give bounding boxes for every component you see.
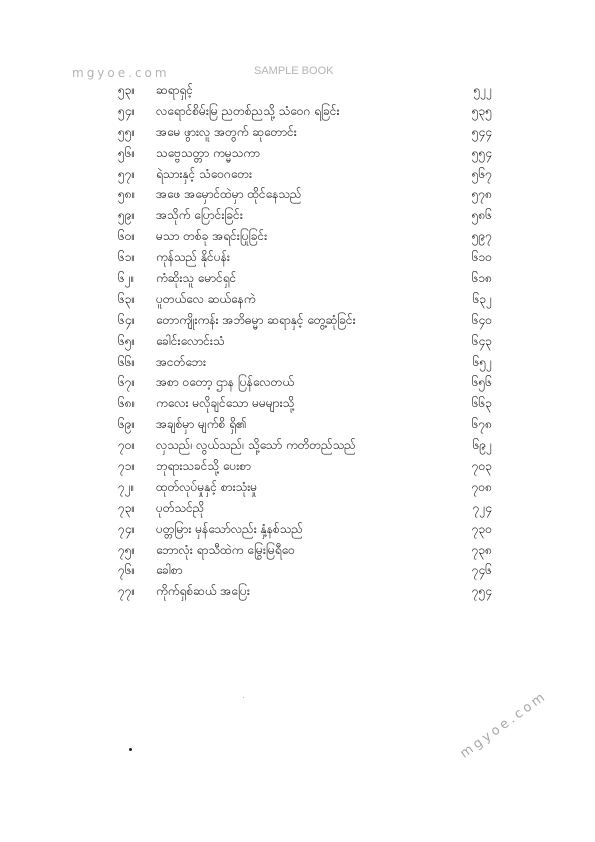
toc-entry — [118, 205, 492, 226]
entry-number: ၆၈။ — [118, 396, 136, 411]
page-speck — [243, 697, 244, 698]
entry-number: ၇၀။ — [118, 438, 136, 453]
entry-number: ၅၇။ — [118, 166, 136, 181]
entry-page: ၅၉၇ — [471, 229, 492, 244]
entry-number: ၅၄။ — [118, 103, 136, 118]
toc-entry — [118, 184, 492, 205]
entry-number: ၅၆။ — [118, 145, 136, 160]
entry-title: ကလေး မလိုချင်သော မမများသို့ — [156, 396, 295, 411]
entry-title: လရောင်စိမ်းမြ ညတစ်ညသို့ သံဝေဂ ရခြင်း — [156, 103, 340, 118]
entry-page: ၅၇၈ — [471, 187, 492, 202]
entry-title: လှသည်၊ လွယ်သည်၊ သို့သော် ကတိတည်သည် — [156, 438, 356, 453]
entry-page: ၇၀၈ — [471, 479, 492, 494]
entry-title: ဆရာရှင့် — [156, 83, 193, 97]
toc-entry — [118, 310, 492, 331]
table-of-contents — [118, 80, 492, 602]
entry-page: ၇၄၆ — [471, 563, 492, 578]
entry-title: ခေါင်းလောင်းသံ — [156, 333, 225, 348]
entry-page: ၆၃၂ — [472, 291, 492, 306]
entry-number: ၅၃။ — [118, 83, 136, 97]
entry-number: ၇၃။ — [118, 500, 136, 515]
entry-number: ၇၇။ — [118, 584, 136, 599]
toc-entry — [118, 164, 492, 185]
entry-title: သဗ္ဗေသတ္တာ ကမ္မသကာ — [156, 145, 260, 160]
entry-number: ၆၉။ — [118, 417, 136, 432]
entry-title: အစာ ဝတော့ ဌာန ပြန်လေတယ် — [156, 375, 294, 390]
toc-entry — [118, 519, 492, 540]
entry-number: ၇၅။ — [118, 542, 136, 557]
entry-number: ၆၄။ — [118, 312, 136, 327]
entry-title: ပုတ်သင်ညို — [156, 500, 205, 515]
entry-number: ၆၂။ — [118, 271, 135, 286]
entry-page: ၅၅၄ — [471, 145, 492, 160]
entry-number: ၅၉။ — [118, 208, 136, 223]
entry-title: မသာ တစ်ခု အရင်းပြုခြင်း — [156, 229, 268, 244]
entry-page: ၆၅၆ — [471, 375, 492, 390]
entry-number: ၇၂။ — [118, 479, 135, 494]
entry-page: ၆၇၈ — [471, 417, 492, 432]
entry-page: ၆၄၀ — [471, 312, 492, 327]
toc-entry — [118, 331, 492, 352]
entry-page: ၅၈၆ — [471, 208, 492, 223]
entry-page: ၆၆၃ — [471, 396, 492, 411]
sample-book-label: SAMPLE BOOK — [254, 65, 334, 77]
entry-page: ၇၀၃ — [471, 459, 492, 474]
entry-title: တောကျိုးကန်း အဘိဓမ္မာ ဆရာနှင့် တွေ့ဆုံခြင်း — [156, 312, 356, 327]
entry-title: အငတ်ဘေး — [156, 354, 207, 369]
entry-number: ၅၅။ — [118, 124, 136, 139]
entry-title: ကံဆိုးသူ မောင်ရှင် — [156, 271, 237, 286]
toc-entry — [118, 143, 492, 164]
entry-title: ဘောလုံး ရာသီထဲက မြွေးမြရီဝေ — [156, 542, 295, 557]
entry-title: အဖေ အမှောင်ထဲမှာ ထိုင်နေသည် — [156, 187, 302, 202]
entry-title: ဘုရားသခင်သို့ ပေးစာ — [156, 459, 251, 474]
entry-number: ၇၆။ — [118, 563, 136, 578]
entry-page: ၆၁၀ — [471, 250, 492, 265]
entry-title: ပတ္တမြား မှန်သော်လည်း နှံ့နစ်သည် — [156, 521, 303, 536]
entry-title: ရဲသားနှင့် သံဝေဂတေး — [156, 166, 253, 181]
toc-entry — [118, 393, 492, 414]
toc-entry — [118, 435, 492, 456]
entry-title: ထုတ်လုပ်မှုနှင့် စားသုံးမှု — [156, 479, 258, 494]
entry-page: ၅၆၇ — [471, 166, 492, 181]
toc-entry — [118, 268, 492, 289]
entry-title: အချစ်မှာ မျက်စိ ရှိ၏ — [156, 417, 247, 432]
toc-entry — [118, 540, 492, 561]
entry-number: ၆၇။ — [118, 375, 136, 390]
toc-entry — [118, 581, 492, 602]
entry-page: ၇၂၄ — [472, 500, 492, 515]
toc-entry — [118, 560, 492, 581]
entry-page: ၇၅၄ — [471, 584, 492, 599]
entry-page: ၆၉၂ — [472, 438, 492, 453]
entry-page: ၅၄၄ — [471, 124, 492, 139]
entry-number: ၅၈။ — [118, 187, 136, 202]
toc-entry — [118, 226, 492, 247]
entry-title: ကုန်သည် နိုင်ပန်း — [156, 250, 230, 265]
toc-entry — [118, 498, 492, 519]
toc-entry — [118, 372, 492, 393]
toc-entry — [118, 352, 492, 373]
watermark-top: mgyoe.com — [72, 66, 170, 80]
entry-page: ၅၃၅ — [471, 103, 492, 118]
page-mark — [129, 748, 132, 751]
entry-number: ၆၀။ — [118, 229, 136, 244]
toc-entry — [118, 414, 492, 435]
entry-title: အမေ ဖွားလူ အတွက် ဆုတောင်း — [156, 124, 297, 139]
entry-number: ၆၁။ — [118, 250, 136, 265]
toc-entry — [118, 122, 492, 143]
toc-entry — [118, 477, 492, 498]
entry-number: ၆၅။ — [118, 333, 136, 348]
toc-entry — [118, 101, 492, 122]
entry-page: ၇၃၈ — [471, 542, 492, 557]
entry-page: ၇၃၀ — [471, 521, 492, 536]
watermark-diagonal: mgyoe.com — [457, 688, 551, 762]
entry-number: ၇၁။ — [118, 459, 136, 474]
toc-entry — [118, 289, 492, 310]
entry-number: ၆၆။ — [118, 354, 136, 369]
toc-entry — [118, 80, 492, 101]
entry-page: ၆၁၈ — [471, 271, 492, 286]
entry-number: ၇၄။ — [118, 521, 136, 536]
entry-page: ၅၂၂ — [473, 83, 492, 97]
entry-title: ခေါစာ — [156, 563, 183, 578]
entry-number: ၆၃။ — [118, 291, 136, 306]
toc-entry — [118, 456, 492, 477]
entry-title: အသိုက် ပြောင်းခြင်း — [156, 208, 243, 223]
entry-title: ကိုက်ရှစ်ဆယ် အပြေး — [156, 584, 250, 599]
toc-entry — [118, 247, 492, 268]
entry-page: ၆၅၂ — [472, 354, 492, 369]
entry-page: ၆၄၃ — [471, 333, 492, 348]
entry-title: ပူတယ်လေ ဆယ်နေကဲ — [156, 291, 256, 306]
